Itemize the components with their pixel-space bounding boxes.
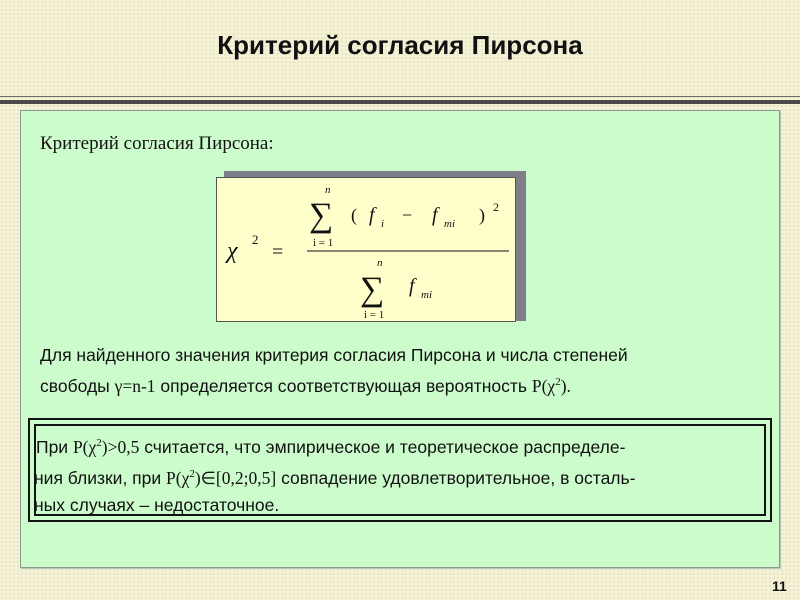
paragraph-line-2: [40, 369, 760, 400]
numerator-sub-i: i: [381, 218, 385, 230]
formula-chi-exponent: 2: [252, 232, 259, 247]
formula-equals: =: [272, 241, 284, 263]
paragraph-line-1: Для найденного значения критерия согласия Пирсона и числа степеней: [40, 345, 628, 365]
note-expr: )>0,5: [101, 436, 140, 457]
paragraph-text: определяется соответствующая вероятность: [155, 375, 532, 396]
numerator-sub-mi: mi: [444, 218, 455, 230]
paragraph-text: свободы: [40, 375, 115, 396]
slide-title: Критерий согласия Пирсона: [217, 30, 583, 60]
numerator-exponent: 2: [493, 200, 499, 214]
numerator-sum-lower: i = 1: [313, 237, 334, 249]
formula-chi: χ: [227, 238, 238, 264]
probability-exponent: 2: [555, 376, 561, 388]
page-number: 11: [772, 578, 787, 594]
numerator-f-i: f: [369, 204, 375, 226]
numerator-minus: −: [402, 205, 413, 225]
numerator-sum-upper: n: [325, 184, 331, 196]
note-line-1: [34, 430, 754, 461]
denominator-sum-sign: ∑: [360, 271, 385, 308]
note-text-run: совпадение удовлетворительное, в осталь-: [276, 467, 636, 488]
numerator-lparen: (: [351, 205, 357, 225]
note-line-3: ных случаях – недостаточное.: [34, 494, 280, 515]
note-expr: P(χ: [72, 436, 97, 457]
note-exponent: 2: [189, 467, 195, 480]
title-divider-thin: [0, 96, 800, 97]
probability-expr: P(χ: [531, 375, 556, 396]
probability-close: ).: [560, 375, 571, 396]
note-text: [34, 430, 754, 519]
note-text-run: ния близки, при: [34, 467, 167, 488]
pearson-formula: [217, 178, 517, 323]
note-text-run: считается, что эмпирическое и теоретическое распределе-: [139, 436, 626, 457]
denominator-sum-upper: n: [377, 257, 383, 269]
denominator-sum-lower: i = 1: [364, 309, 385, 321]
denominator-f-mi: f: [409, 275, 415, 297]
numerator-f-mi: f: [432, 204, 438, 226]
denominator-sub-mi: mi: [421, 289, 432, 301]
title-divider-thick: [0, 100, 800, 104]
note-line-2: [34, 461, 754, 492]
note-expr: )∈[0,2;0,5]: [194, 467, 277, 488]
degrees-of-freedom: γ=n-1: [114, 375, 156, 396]
formula-box: [216, 177, 516, 322]
numerator-rparen: ): [479, 205, 485, 225]
numerator-sum-sign: ∑: [309, 197, 334, 234]
section-heading: Критерий согласия Пирсона:: [40, 133, 274, 154]
explanation-paragraph: [40, 342, 760, 400]
note-exponent: 2: [96, 437, 102, 449]
note-expr: P(χ: [166, 467, 190, 488]
note-text-run: При: [36, 436, 73, 457]
